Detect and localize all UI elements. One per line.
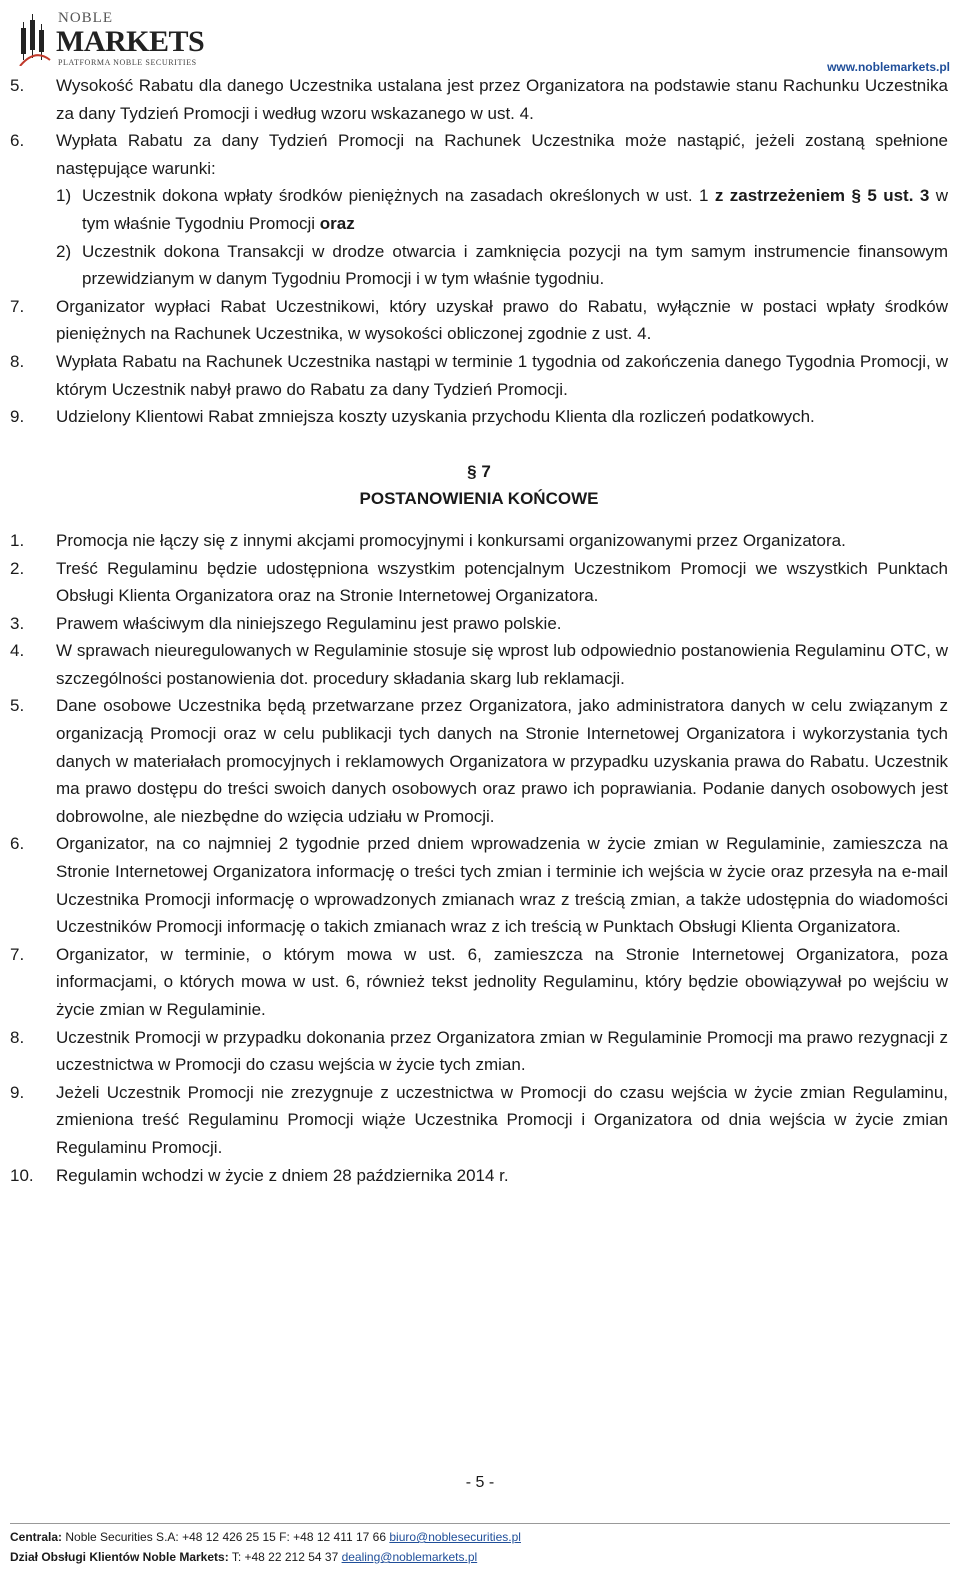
dealing-email-link[interactable]: dealing@noblemarkets.pl bbox=[341, 1550, 478, 1564]
list-item bbox=[10, 127, 948, 293]
item-number: 8. bbox=[10, 351, 25, 371]
item-text: Treść Regulaminu będzie udostępniona wszystkim potencjalnym Uczestnikom Promocji we wszystkich Punktach Obsługi Klienta Organizatora oraz na Stronie Internetowej Organizatora. bbox=[56, 558, 948, 606]
list-item bbox=[10, 1079, 948, 1162]
item-number: 5. bbox=[10, 696, 25, 716]
item-number: 4. bbox=[10, 641, 25, 661]
page-header bbox=[14, 6, 950, 74]
item-number: 3. bbox=[10, 613, 25, 633]
sub-item bbox=[56, 238, 948, 293]
sub-item-number: 2) bbox=[56, 241, 72, 261]
list-item bbox=[10, 1162, 948, 1190]
item-number: 2. bbox=[10, 558, 25, 578]
item-text: Udzielony Klientowi Rabat zmniejsza koszty uzyskania przychodu Klienta dla rozliczeń podatkowych. bbox=[56, 407, 815, 427]
list-item bbox=[10, 692, 948, 830]
list-item bbox=[10, 637, 948, 692]
section-heading bbox=[10, 458, 948, 513]
item-text: Organizator, na co najmniej 2 tygodnie przed dniem wprowadzenia w życie zmian w Regulaminie, zamieszcza na Stronie Internetowej Organizatora informację o treści tych zmian i terminie ich wejścia w życie oraz przesyła na e-mail Uczestnika Promocji informację o wprowadzonych zmianach wraz z treścią zmian, a także udostępnia do wiadomości Uczestników Promocji informację o takich zmianach wraz z ich treścią w Punktach Obsługi Klienta Organizatora. bbox=[56, 834, 948, 937]
list-item bbox=[10, 403, 948, 431]
sub-item bbox=[56, 182, 948, 237]
item-number: 6. bbox=[10, 834, 25, 854]
footer-divider bbox=[10, 1523, 950, 1524]
list-item bbox=[10, 72, 948, 127]
list-item bbox=[10, 941, 948, 1024]
item-number: 5. bbox=[10, 76, 25, 95]
item-text: Organizator wypłaci Rabat Uczestnikowi, który uzyskał prawo do Rabatu, wyłącznie w postaci wpłaty środków pieniężnych na Rachunek Uczestnika, w wysokości obliczonej zgodnie z ust. 4. bbox=[56, 296, 948, 344]
sub-item-number: 1) bbox=[56, 186, 72, 206]
item-text: Uczestnik Promocji w przypadku dokonania przez Organizatora zmian w Regulaminie Promocji ma prawo rezygnacji z uczestnictwa w Promocji do czasu wejścia w życie tych zmian. bbox=[56, 1027, 948, 1075]
section-title: POSTANOWIENIA KOŃCOWE bbox=[359, 489, 599, 509]
item-text: Wysokość Rabatu dla danego Uczestnika ustalana jest przez Organizatora na podstawie stanu Rachunku Uczestnika za dany Tydzień Promocji i według wzoru wskazanego w ust. 4. bbox=[56, 76, 948, 123]
item-number: 10. bbox=[10, 1165, 34, 1185]
item-text: Promocja nie łączy się z innymi akcjami promocyjnymi i konkursami organizowanymi przez Organizatora. bbox=[56, 530, 846, 550]
page-number: - 5 - bbox=[465, 1474, 495, 1491]
footer-line-head-office: Centrala: Noble Securities S.A: +48 12 426 25 15 F: +48 12 411 17 66 biuro@noblesecurities.pl bbox=[10, 1530, 521, 1544]
list-item bbox=[10, 555, 948, 610]
item-number: 1. bbox=[10, 530, 25, 550]
item-text: Prawem właściwym dla niniejszego Regulaminu jest prawo polskie. bbox=[56, 613, 562, 633]
list-item bbox=[10, 830, 948, 940]
sub-item-text: Uczestnik dokona Transakcji w drodze otwarcia i zamknięcia pozycji na tym samym instrumencie finansowym przewidzianym w danym Tygodniu Promocji i w tym właśnie tygodniu. bbox=[82, 241, 948, 289]
item-number: 8. bbox=[10, 1027, 25, 1047]
item-number: 9. bbox=[10, 1082, 25, 1102]
list-item bbox=[10, 293, 948, 348]
item-number: 7. bbox=[10, 296, 25, 316]
logo-noble-text: NOBLE bbox=[58, 10, 113, 26]
document-body bbox=[10, 72, 948, 1189]
item-text: Organizator, w terminie, o którym mowa w ust. 6, zamieszcza na Stronie Internetowej Organizatora, poza informacjami, o których mowa w ust. 6, również tekst jednolity Regulaminu, który będzie obowiązywał po wejściu w życie zmian w Regulaminie. bbox=[56, 944, 948, 1019]
item-number: 7. bbox=[10, 944, 25, 964]
logo-markets-text: MARKETS bbox=[56, 25, 205, 58]
item-text: W sprawach nieuregulowanych w Regulaminie stosuje się wprost lub odpowiednio postanowienia Regulaminu OTC, w szczególności postanowienia dot. procedury składania skarg lub reklamacji. bbox=[56, 641, 948, 688]
list-item bbox=[10, 527, 948, 555]
list-item bbox=[10, 348, 948, 403]
item-text: Jeżeli Uczestnik Promocji nie zrezygnuje z uczestnictwa w Promocji do czasu wejścia w życie zmian Regulaminu, zmieniona treść Regulaminu Promocji wiąże Uczestnika Promocji i Organizatora od dnia wejścia w życie zmian Regulaminu Promocji. bbox=[56, 1082, 948, 1157]
item-text: Wypłata Rabatu za dany Tydzień Promocji na Rachunek Uczestnika może nastąpić, jeżeli zostaną spełnione następujące warunki: bbox=[56, 131, 948, 178]
sub-item-text: Uczestnik dokona wpłaty środków pieniężnych na zasadach określonych w ust. 1 z zastrzeżeniem § 5 ust. 3 w tym właśnie Tygodniu Promocji oraz bbox=[82, 186, 949, 233]
head-office-email-link[interactable]: biuro@noblesecurities.pl bbox=[389, 1530, 521, 1544]
page-footer bbox=[10, 1527, 950, 1567]
candlestick-logo-icon bbox=[18, 10, 52, 66]
footer-line-client-service: Dział Obsługi Klientów Noble Markets: T: +48 22 212 54 37 dealing@noblemarkets.pl bbox=[10, 1550, 478, 1564]
item-text: Regulamin wchodzi w życie z dniem 28 października 2014 r. bbox=[56, 1165, 509, 1185]
item-text: Wypłata Rabatu na Rachunek Uczestnika nastąpi w terminie 1 tygodnia od zakończenia danego Tygodnia Promocji, w którym Uczestnik nabył prawo do Rabatu za dany Tydzień Promocji. bbox=[56, 351, 948, 399]
noble-markets-logo bbox=[18, 6, 205, 70]
section-symbol: § 7 bbox=[467, 461, 491, 481]
item-number: 9. bbox=[10, 407, 25, 427]
logo-subtitle: PLATFORMA NOBLE SECURITIES bbox=[58, 58, 197, 67]
list-item bbox=[10, 1024, 948, 1079]
item-text: Dane osobowe Uczestnika będą przetwarzane przez Organizatora, jako administratora danych w celu związanym z organizacją Promocji oraz w celu publikacji tych danych na Stronie Internetowej Organizatora i wykorzystania tych danych w materiałach promocyjnych i reklamowych Organizatora w przypadku uzyskania prawa do Rabatu. Uczestnik ma prawo dostępu do treści swoich danych osobowych oraz prawo ich poprawiania. Podanie danych osobowych jest dobrowolne, ale niezbędne do wzięcia udziału w Promocji. bbox=[56, 696, 948, 826]
item-number: 6. bbox=[10, 131, 25, 151]
site-url-link[interactable]: www.noblemarkets.pl bbox=[827, 60, 950, 74]
list-item bbox=[10, 610, 948, 638]
